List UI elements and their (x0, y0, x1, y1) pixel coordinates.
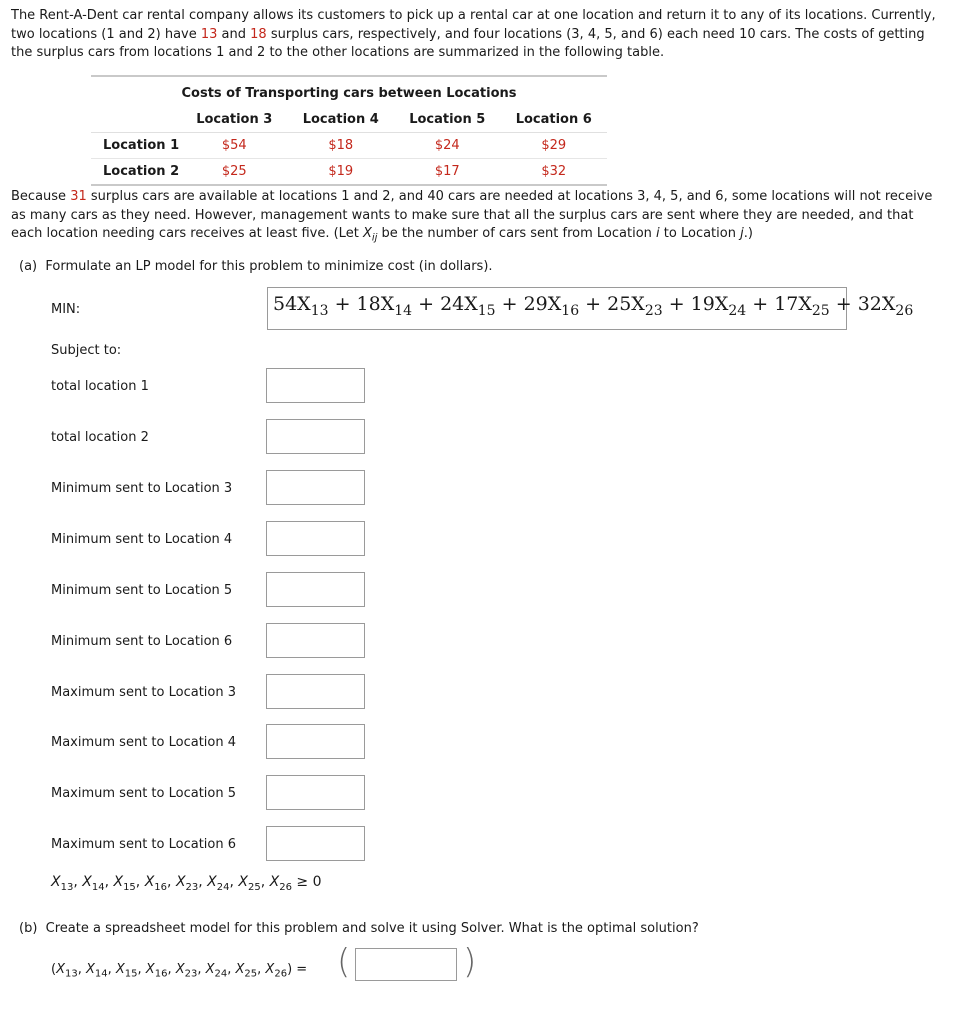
para2-line-3: each location needing cars receives at least five. (Let $X_{ij}$ be the number of cars sent from Location i to Location j.) (11, 226, 753, 244)
surplus-location-2: 18 (250, 26, 267, 42)
constraint-label: total location 2 (51, 430, 149, 445)
constraint-max-location-3-input[interactable] (266, 674, 365, 709)
cost-cell: $32 (541, 164, 567, 179)
constraint-min-location-5-input[interactable] (266, 572, 365, 607)
table-row (91, 159, 607, 185)
constraint-min-location-4-input[interactable] (266, 521, 365, 556)
left-paren: ( (337, 942, 351, 982)
col-header: Location 4 (288, 106, 395, 133)
subject-to-label: Subject to: (51, 343, 122, 358)
total-surplus: 31 (70, 189, 87, 204)
cost-cell: $19 (328, 164, 354, 179)
cost-cell: $24 (394, 133, 501, 159)
constraint-label: Minimum sent to Location 3 (51, 481, 233, 496)
constraint-min-location-3-input[interactable] (266, 470, 365, 505)
constraint-label: Minimum sent to Location 6 (51, 634, 233, 649)
cost-cell: $25 (221, 164, 247, 179)
constraint-label: Minimum sent to Location 4 (51, 532, 233, 547)
objective-term: + $29X_{16}$ (495, 293, 580, 319)
surplus-location-1: 13 (200, 26, 218, 42)
objective-term: + $19X_{24}$ (662, 293, 747, 319)
objective-term: + $32X_{26}$ (829, 293, 914, 319)
objective-function-field[interactable] (267, 287, 914, 330)
objective-term: $54X_{13}$ (273, 293, 329, 319)
cost-cell: $29 (501, 133, 608, 159)
constraint-min-location-6-input[interactable] (266, 623, 365, 658)
col-header: Location 3 (181, 106, 288, 133)
part-a-prompt: (a) Formulate an LP model for this problem to minimize cost (in dollars). (19, 259, 493, 274)
para2-line-1: Because 31 surplus cars are available at locations 1 and 2, and 40 cars are needed at locations 3, 4, 5, and 6, some locations will not receive (11, 189, 933, 204)
cost-table (91, 75, 607, 186)
cost-cell: $18 (288, 133, 395, 159)
constraint-max-location-5-input[interactable] (266, 775, 365, 810)
constraint-label: Minimum sent to Location 5 (51, 583, 233, 598)
part-b-prompt: (b) Create a spreadsheet model for this problem and solve it using Solver. What is the optimal solution? (19, 921, 699, 936)
constraint-total-location-2-input[interactable] (266, 419, 365, 454)
intro-line-2: two locations (1 and 2) have 13 and 18 surplus cars, respectively, and four locations (3, 4, 5, and 6) each need 10 cars. The costs of getting (11, 26, 925, 42)
objective-term: + $25X_{23}$ (579, 293, 663, 319)
col-header: Location 5 (394, 106, 501, 133)
constraint-label: Maximum sent to Location 6 (51, 837, 236, 852)
constraint-label: Maximum sent to Location 4 (51, 735, 236, 750)
intro-line-3: the surplus cars from locations 1 and 2 to the other locations are summarized in the following table. (11, 45, 665, 60)
row-header: Location 2 (103, 164, 180, 179)
constraint-label: total location 1 (51, 379, 149, 394)
constraint-max-location-4-input[interactable] (266, 724, 365, 759)
intro-paragraph (11, 7, 966, 63)
nonnegativity-constraint: $X_{13}$, $X_{14}$, $X_{15}$, $X_{16}$, $X_{23}$, $X_{24}$, $X_{25}$, $X_{26} \ge 0$ (51, 874, 322, 893)
constraints-paragraph (11, 188, 966, 248)
cost-cell: $17 (434, 164, 460, 179)
constraint-total-location-1-input[interactable] (266, 368, 365, 403)
col-header: Location 6 (501, 106, 608, 133)
objective-term: + $24X_{15}$ (412, 293, 496, 319)
intro-line-1: The Rent-A-Dent car rental company allows its customers to pick up a rental car at one location and return it to any of its locations. Currently, (11, 8, 936, 23)
optimal-solution-input[interactable] (355, 948, 457, 981)
row-header: Location 1 (91, 133, 181, 159)
constraint-label: Maximum sent to Location 3 (51, 685, 236, 700)
solution-vector-label: ($X_{13}$, $X_{14}$, $X_{15}$, $X_{16}$, $X_{23}$, $X_{24}$, $X_{25}$, $X_{26}$) = (51, 962, 308, 980)
table-caption: Costs of Transporting cars between Locations (181, 85, 517, 101)
min-label: MIN: (51, 302, 81, 317)
right-paren: ) (463, 942, 477, 982)
variable-symbol: X (362, 226, 372, 241)
table-row (91, 133, 607, 159)
cost-cell: $54 (181, 133, 288, 159)
objective-term: + $18X_{14}$ (328, 293, 413, 319)
constraint-max-location-6-input[interactable] (266, 826, 365, 861)
objective-term: + $17X_{25}$ (746, 293, 830, 319)
para2-line-2: as many cars as they need. However, management wants to make sure that all the surplus cars are sent where they are needed, and that (11, 207, 914, 223)
constraint-label: Maximum sent to Location 5 (51, 786, 236, 801)
